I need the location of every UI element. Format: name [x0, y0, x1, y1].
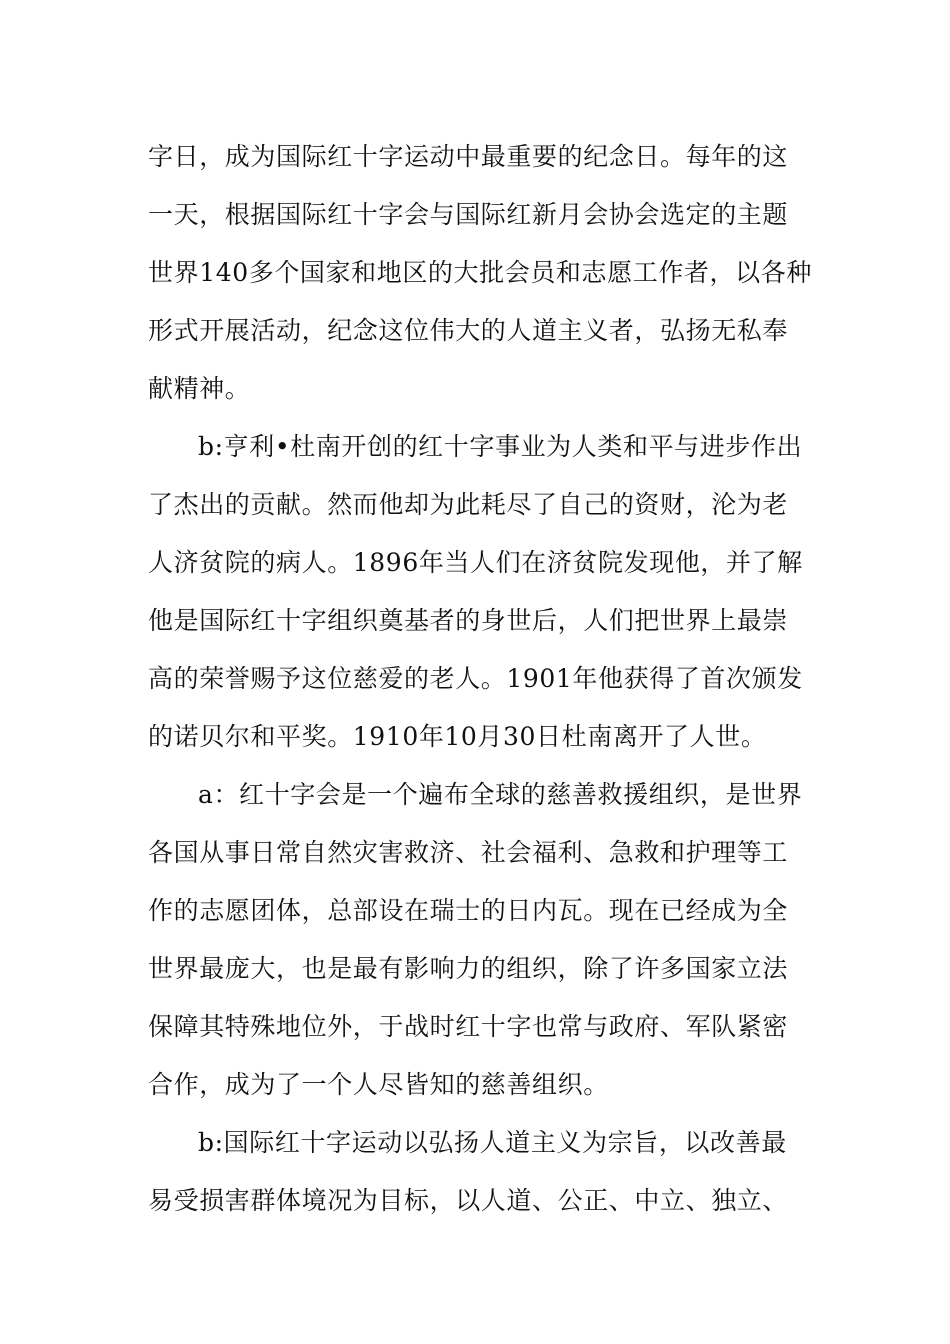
- text-line: 高的荣誉赐予这位慈爱的老人。1901年他获得了首次颁发: [148, 664, 803, 693]
- paragraph-4: [148, 1114, 808, 1230]
- text-line: 作的志愿团体，总部设在瑞士的日内瓦。现在已经成为全: [148, 896, 789, 925]
- text-line: a：红十字会是一个遍布全球的慈善救援组织，是世界: [198, 780, 803, 809]
- text-line: b:亨利•杜南开创的红十字事业为人类和平与进步作出: [198, 432, 803, 461]
- text-line: 易受损害群体境况为目标，以人道、公正、中立、独立、: [148, 1186, 789, 1215]
- text-line: 字日，成为国际红十字运动中最重要的纪念日。每年的这: [148, 142, 789, 171]
- text-line: 各国从事日常自然灾害救济、社会福利、急救和护理等工: [148, 838, 789, 867]
- text-line: 世界140多个国家和地区的大批会员和志愿工作者，以各种: [148, 258, 812, 287]
- text-line: 一天，根据国际红十字会与国际红新月会协会选定的主题: [148, 200, 789, 229]
- text-line: 保障其特殊地位外，于战时红十字也常与政府、军队紧密: [148, 1012, 789, 1041]
- text-line: 献精神。: [148, 374, 251, 403]
- paragraph-1: [148, 128, 812, 418]
- text-line: 了杰出的贡献。然而他却为此耗尽了自己的资财，沦为老: [148, 490, 789, 519]
- text-line: 人济贫院的病人。1896年当人们在济贫院发现他，并了解: [148, 548, 803, 577]
- document-body: [148, 128, 812, 1230]
- paragraph-3: [148, 766, 808, 1114]
- text-line: 形式开展活动，纪念这位伟大的人道主义者，弘扬无私奉: [148, 316, 789, 345]
- paragraph-2: [148, 418, 808, 766]
- text-line: b:国际红十字运动以弘扬人道主义为宗旨，以改善最: [198, 1128, 787, 1157]
- text-line: 他是国际红十字组织奠基者的身世后，人们把世界上最崇: [148, 606, 789, 635]
- text-line: 合作，成为了一个人尽皆知的慈善组织。: [148, 1070, 609, 1099]
- text-line: 的诺贝尔和平奖。1910年10月30日杜南离开了人世。: [148, 722, 767, 751]
- text-line: 世界最庞大，也是最有影响力的组织，除了许多国家立法: [148, 954, 789, 983]
